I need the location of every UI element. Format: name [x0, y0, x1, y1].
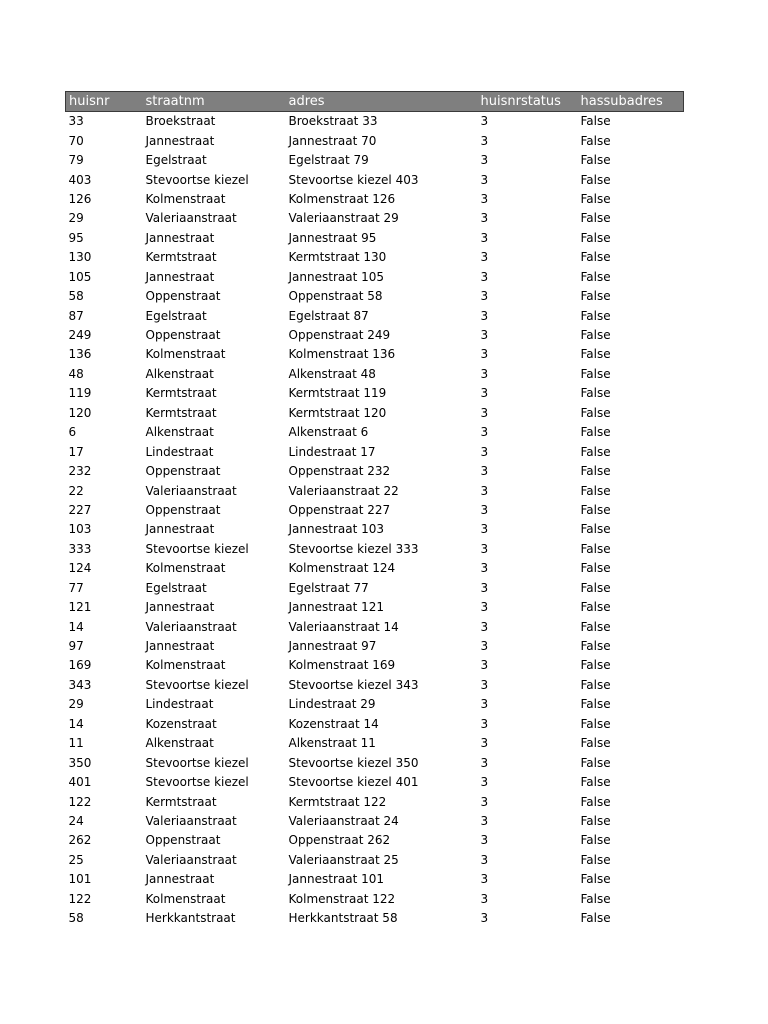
cell-straatnm: Valeriaanstraat [145, 852, 237, 867]
cell-hassubadres: False [580, 813, 611, 828]
table-row [66, 462, 684, 481]
cell-straatnm: Lindestraat [145, 444, 214, 459]
cell-hassubadres: False [580, 211, 611, 226]
cell-huisnrstatus: 3 [480, 386, 489, 401]
cell-adres: Egelstraat 87 [288, 308, 369, 323]
cell-hassubadres: False [580, 483, 611, 498]
cell-hassubadres: False [580, 425, 611, 440]
table-row [66, 423, 684, 442]
cell-huisnr: 249 [68, 328, 92, 343]
cell-hassubadres: False [580, 328, 611, 343]
cell-hassubadres: False [580, 697, 611, 712]
cell-straatnm: Alkenstraat [145, 425, 214, 440]
cell-adres: Lindestraat 29 [288, 697, 376, 712]
cell-huisnrstatus: 3 [480, 891, 489, 906]
header-huisnr: huisnr [66, 92, 143, 112]
cell-adres: Alkenstraat 11 [288, 736, 376, 751]
table-row [66, 890, 684, 909]
table-row [66, 287, 684, 306]
cell-huisnrstatus: 3 [480, 308, 489, 323]
table-row [66, 753, 684, 772]
cell-hassubadres: False [580, 794, 611, 809]
cell-straatnm: Stevoortse kiezel [145, 541, 249, 556]
cell-huisnrstatus: 3 [480, 658, 489, 673]
cell-hassubadres: False [580, 619, 611, 634]
cell-straatnm: Alkenstraat [145, 736, 214, 751]
cell-huisnr: 22 [68, 483, 84, 498]
table-body [66, 112, 684, 929]
cell-huisnrstatus: 3 [480, 483, 489, 498]
cell-huisnrstatus: 3 [480, 347, 489, 362]
table-row [66, 326, 684, 345]
cell-huisnr: 333 [68, 541, 92, 556]
table-row [66, 559, 684, 578]
cell-huisnr: 79 [68, 153, 84, 168]
cell-straatnm: Kolmenstraat [145, 347, 226, 362]
table-row [66, 365, 684, 384]
cell-huisnrstatus: 3 [480, 775, 489, 790]
cell-straatnm: Kolmenstraat [145, 658, 226, 673]
cell-huisnrstatus: 3 [480, 405, 489, 420]
cell-huisnrstatus: 3 [480, 852, 489, 867]
table-row [66, 209, 684, 228]
cell-hassubadres: False [580, 191, 611, 206]
table-row [66, 520, 684, 539]
cell-huisnrstatus: 3 [480, 153, 489, 168]
table-row [66, 151, 684, 170]
cell-huisnrstatus: 3 [480, 561, 489, 576]
cell-straatnm: Stevoortse kiezel [145, 172, 249, 187]
cell-straatnm: Lindestraat [145, 697, 214, 712]
cell-huisnr: 169 [68, 658, 92, 673]
cell-huisnr: 136 [68, 347, 92, 362]
cell-hassubadres: False [580, 153, 611, 168]
cell-adres: Kolmenstraat 136 [288, 347, 396, 362]
cell-huisnr: 232 [68, 464, 92, 479]
cell-adres: Jannestraat 97 [288, 639, 377, 654]
cell-adres: Herkkantstraat 58 [288, 911, 398, 926]
cell-hassubadres: False [580, 658, 611, 673]
cell-hassubadres: False [580, 872, 611, 887]
cell-straatnm: Jannestraat [145, 639, 215, 654]
cell-straatnm: Kolmenstraat [145, 891, 226, 906]
cell-hassubadres: False [580, 736, 611, 751]
cell-huisnr: 103 [68, 522, 92, 537]
table-row [66, 190, 684, 209]
cell-huisnrstatus: 3 [480, 872, 489, 887]
cell-straatnm: Jannestraat [145, 133, 215, 148]
cell-huisnr: 130 [68, 250, 92, 265]
cell-adres: Oppenstraat 58 [288, 289, 383, 304]
cell-straatnm: Valeriaanstraat [145, 211, 237, 226]
table-row [66, 695, 684, 714]
cell-adres: Egelstraat 79 [288, 153, 369, 168]
cell-huisnr: 124 [68, 561, 92, 576]
cell-huisnrstatus: 3 [480, 502, 489, 517]
cell-straatnm: Egelstraat [145, 580, 207, 595]
cell-straatnm: Kermtstraat [145, 405, 217, 420]
cell-adres: Oppenstraat 249 [288, 328, 391, 343]
table-row [66, 540, 684, 559]
cell-straatnm: Oppenstraat [145, 502, 221, 517]
table-row [66, 170, 684, 189]
cell-huisnr: 11 [68, 736, 84, 751]
cell-adres: Jannestraat 101 [288, 872, 385, 887]
cell-huisnr: 6 [68, 425, 77, 440]
cell-huisnr: 401 [68, 775, 92, 790]
table-row [66, 773, 684, 792]
cell-straatnm: Stevoortse kiezel [145, 775, 249, 790]
cell-huisnrstatus: 3 [480, 755, 489, 770]
cell-adres: Lindestraat 17 [288, 444, 376, 459]
table-row [66, 384, 684, 403]
cell-adres: Kermtstraat 120 [288, 405, 387, 420]
cell-huisnr: 77 [68, 580, 84, 595]
cell-straatnm: Oppenstraat [145, 289, 221, 304]
cell-adres: Jannestraat 70 [288, 133, 377, 148]
cell-adres: Kermtstraat 130 [288, 250, 387, 265]
cell-adres: Valeriaanstraat 25 [288, 852, 399, 867]
cell-straatnm: Kozenstraat [145, 716, 217, 731]
table-row [66, 715, 684, 734]
cell-straatnm: Jannestraat [145, 522, 215, 537]
cell-huisnr: 95 [68, 230, 84, 245]
cell-hassubadres: False [580, 891, 611, 906]
cell-hassubadres: False [580, 580, 611, 595]
cell-straatnm: Valeriaanstraat [145, 619, 237, 634]
cell-huisnrstatus: 3 [480, 230, 489, 245]
cell-adres: Kolmenstraat 169 [288, 658, 396, 673]
table-row [66, 229, 684, 248]
table-row [66, 637, 684, 656]
table-row [66, 734, 684, 753]
cell-straatnm: Alkenstraat [145, 366, 214, 381]
cell-huisnr: 29 [68, 697, 84, 712]
cell-adres: Kozenstraat 14 [288, 716, 379, 731]
cell-hassubadres: False [580, 133, 611, 148]
table-row [66, 870, 684, 889]
cell-straatnm: Kolmenstraat [145, 191, 226, 206]
address-table [65, 91, 684, 928]
table-row [66, 579, 684, 598]
cell-hassubadres: False [580, 755, 611, 770]
cell-hassubadres: False [580, 269, 611, 284]
cell-huisnrstatus: 3 [480, 114, 489, 129]
table-row [66, 831, 684, 850]
cell-huisnrstatus: 3 [480, 911, 489, 926]
cell-hassubadres: False [580, 561, 611, 576]
cell-adres: Broekstraat 33 [288, 114, 378, 129]
table-row [66, 501, 684, 520]
cell-huisnrstatus: 3 [480, 541, 489, 556]
cell-straatnm: Kermtstraat [145, 794, 217, 809]
cell-huisnr: 14 [68, 619, 84, 634]
cell-huisnrstatus: 3 [480, 191, 489, 206]
cell-adres: Kermtstraat 119 [288, 386, 387, 401]
cell-huisnrstatus: 3 [480, 328, 489, 343]
cell-huisnr: 120 [68, 405, 92, 420]
cell-huisnrstatus: 3 [480, 794, 489, 809]
cell-adres: Jannestraat 105 [288, 269, 385, 284]
cell-huisnr: 58 [68, 911, 84, 926]
cell-adres: Jannestraat 121 [288, 600, 385, 615]
cell-straatnm: Oppenstraat [145, 833, 221, 848]
table-row [66, 812, 684, 831]
cell-straatnm: Valeriaanstraat [145, 483, 237, 498]
cell-hassubadres: False [580, 639, 611, 654]
table-row [66, 112, 684, 132]
cell-adres: Valeriaanstraat 14 [288, 619, 399, 634]
cell-hassubadres: False [580, 833, 611, 848]
cell-adres: Kolmenstraat 122 [288, 891, 396, 906]
cell-straatnm: Jannestraat [145, 600, 215, 615]
cell-hassubadres: False [580, 114, 611, 129]
table-row [66, 851, 684, 870]
cell-huisnr: 227 [68, 502, 92, 517]
table-row [66, 131, 684, 150]
cell-straatnm: Jannestraat [145, 269, 215, 284]
table-row [66, 442, 684, 461]
cell-huisnrstatus: 3 [480, 677, 489, 692]
cell-huisnrstatus: 3 [480, 522, 489, 537]
cell-hassubadres: False [580, 600, 611, 615]
cell-straatnm: Jannestraat [145, 230, 215, 245]
cell-huisnr: 350 [68, 755, 92, 770]
cell-hassubadres: False [580, 308, 611, 323]
cell-huisnr: 87 [68, 308, 84, 323]
address-table-container [65, 91, 684, 928]
cell-huisnr: 48 [68, 366, 84, 381]
cell-huisnr: 33 [68, 114, 84, 129]
cell-straatnm: Egelstraat [145, 308, 207, 323]
cell-huisnrstatus: 3 [480, 464, 489, 479]
header-hassubadres: hassubadres [578, 92, 684, 112]
cell-adres: Alkenstraat 48 [288, 366, 376, 381]
cell-adres: Oppenstraat 227 [288, 502, 391, 517]
cell-hassubadres: False [580, 522, 611, 537]
cell-hassubadres: False [580, 444, 611, 459]
cell-huisnr: 70 [68, 133, 84, 148]
cell-hassubadres: False [580, 289, 611, 304]
table-row [66, 345, 684, 364]
cell-hassubadres: False [580, 386, 611, 401]
cell-adres: Stevoortse kiezel 403 [288, 172, 419, 187]
cell-hassubadres: False [580, 405, 611, 420]
cell-huisnrstatus: 3 [480, 697, 489, 712]
cell-huisnrstatus: 3 [480, 736, 489, 751]
cell-huisnrstatus: 3 [480, 269, 489, 284]
cell-huisnrstatus: 3 [480, 289, 489, 304]
cell-adres: Oppenstraat 232 [288, 464, 391, 479]
cell-adres: Jannestraat 95 [288, 230, 377, 245]
cell-huisnrstatus: 3 [480, 425, 489, 440]
cell-huisnrstatus: 3 [480, 133, 489, 148]
cell-adres: Egelstraat 77 [288, 580, 369, 595]
cell-huisnrstatus: 3 [480, 716, 489, 731]
cell-huisnr: 25 [68, 852, 84, 867]
cell-hassubadres: False [580, 852, 611, 867]
table-row [66, 676, 684, 695]
cell-huisnrstatus: 3 [480, 444, 489, 459]
cell-straatnm: Kermtstraat [145, 386, 217, 401]
cell-huisnrstatus: 3 [480, 580, 489, 595]
cell-hassubadres: False [580, 347, 611, 362]
cell-straatnm: Jannestraat [145, 872, 215, 887]
cell-adres: Valeriaanstraat 22 [288, 483, 399, 498]
cell-huisnr: 343 [68, 677, 92, 692]
cell-adres: Kolmenstraat 124 [288, 561, 396, 576]
cell-hassubadres: False [580, 911, 611, 926]
cell-hassubadres: False [580, 502, 611, 517]
cell-adres: Jannestraat 103 [288, 522, 385, 537]
cell-huisnr: 126 [68, 191, 92, 206]
cell-hassubadres: False [580, 677, 611, 692]
cell-straatnm: Kermtstraat [145, 250, 217, 265]
table-row [66, 481, 684, 500]
table-row [66, 248, 684, 267]
cell-huisnr: 58 [68, 289, 84, 304]
cell-adres: Kermtstraat 122 [288, 794, 387, 809]
cell-huisnrstatus: 3 [480, 813, 489, 828]
table-header [66, 92, 684, 112]
table-row [66, 306, 684, 325]
cell-straatnm: Egelstraat [145, 153, 207, 168]
cell-huisnr: 24 [68, 813, 84, 828]
cell-huisnr: 262 [68, 833, 92, 848]
cell-hassubadres: False [580, 716, 611, 731]
table-row [66, 909, 684, 928]
table-row [66, 792, 684, 811]
cell-huisnrstatus: 3 [480, 250, 489, 265]
cell-huisnrstatus: 3 [480, 639, 489, 654]
cell-hassubadres: False [580, 250, 611, 265]
cell-huisnr: 97 [68, 639, 84, 654]
cell-adres: Stevoortse kiezel 350 [288, 755, 419, 770]
header-row [66, 92, 684, 112]
cell-adres: Alkenstraat 6 [288, 425, 369, 440]
cell-straatnm: Stevoortse kiezel [145, 755, 249, 770]
cell-huisnr: 122 [68, 794, 92, 809]
cell-straatnm: Valeriaanstraat [145, 813, 237, 828]
cell-huisnrstatus: 3 [480, 833, 489, 848]
cell-straatnm: Stevoortse kiezel [145, 677, 249, 692]
header-straatnm: straatnm [143, 92, 286, 112]
cell-hassubadres: False [580, 230, 611, 245]
cell-huisnrstatus: 3 [480, 619, 489, 634]
cell-huisnr: 121 [68, 600, 92, 615]
cell-huisnr: 403 [68, 172, 92, 187]
cell-huisnrstatus: 3 [480, 172, 489, 187]
cell-adres: Kolmenstraat 126 [288, 191, 396, 206]
table-row [66, 617, 684, 636]
cell-hassubadres: False [580, 464, 611, 479]
cell-straatnm: Kolmenstraat [145, 561, 226, 576]
cell-hassubadres: False [580, 541, 611, 556]
cell-huisnr: 122 [68, 891, 92, 906]
cell-adres: Oppenstraat 262 [288, 833, 391, 848]
cell-straatnm: Broekstraat [145, 114, 216, 129]
table-row [66, 656, 684, 675]
cell-hassubadres: False [580, 775, 611, 790]
cell-huisnr: 105 [68, 269, 92, 284]
header-huisnrstatus: huisnrstatus [478, 92, 578, 112]
cell-huisnr: 14 [68, 716, 84, 731]
table-row [66, 404, 684, 423]
cell-adres: Valeriaanstraat 24 [288, 813, 399, 828]
cell-hassubadres: False [580, 172, 611, 187]
header-adres: adres [286, 92, 478, 112]
table-row [66, 268, 684, 287]
cell-straatnm: Herkkantstraat [145, 911, 236, 926]
cell-huisnr: 17 [68, 444, 84, 459]
cell-adres: Stevoortse kiezel 333 [288, 541, 419, 556]
cell-straatnm: Oppenstraat [145, 328, 221, 343]
cell-huisnrstatus: 3 [480, 600, 489, 615]
cell-huisnr: 101 [68, 872, 92, 887]
cell-huisnrstatus: 3 [480, 211, 489, 226]
table-row [66, 598, 684, 617]
cell-huisnr: 119 [68, 386, 92, 401]
cell-adres: Stevoortse kiezel 343 [288, 677, 419, 692]
cell-adres: Valeriaanstraat 29 [288, 211, 399, 226]
cell-huisnr: 29 [68, 211, 84, 226]
cell-adres: Stevoortse kiezel 401 [288, 775, 419, 790]
cell-straatnm: Oppenstraat [145, 464, 221, 479]
cell-huisnrstatus: 3 [480, 366, 489, 381]
cell-hassubadres: False [580, 366, 611, 381]
